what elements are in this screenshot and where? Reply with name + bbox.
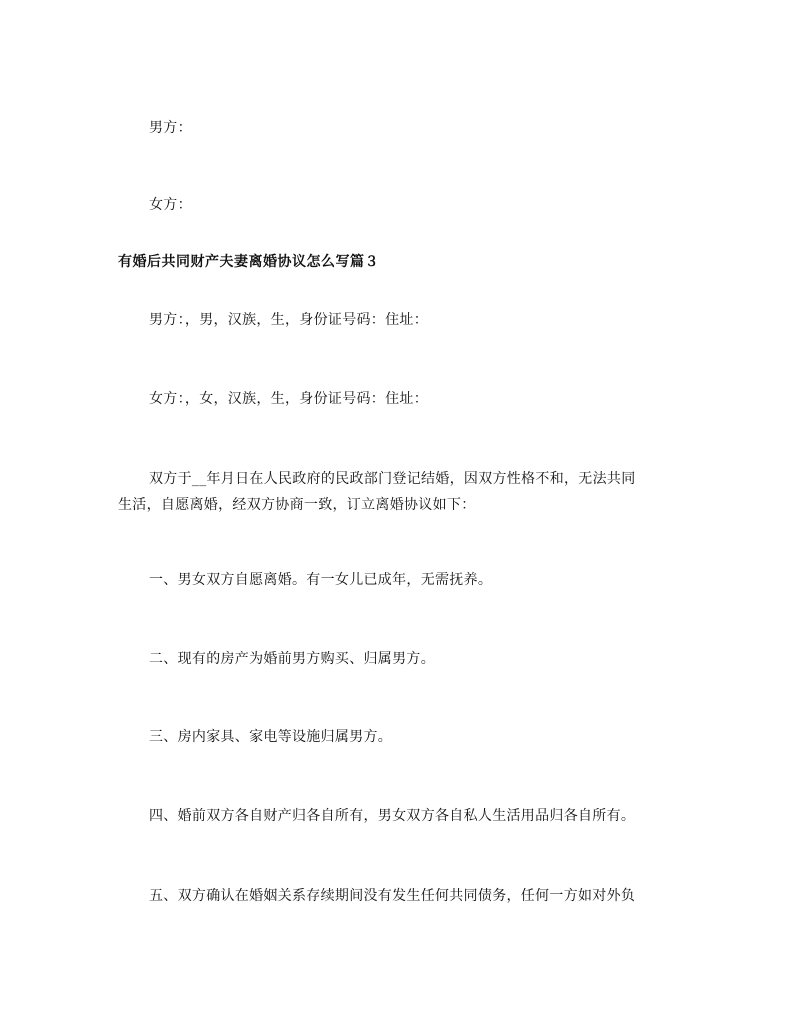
section-title: 有婚后共同财产夫妻离婚协议怎么写篇３ [118, 254, 379, 270]
party-male-info: 男方：，男，汉族，生，身份证号码：住址： [149, 312, 428, 328]
clause-2: 二、现有的房产为婚前男方购买、归属男方。 [149, 651, 435, 667]
party-female-info: 女方：，女，汉族，生，身份证号码：住址： [149, 391, 428, 407]
clause-4: 四、婚前双方各自财产归各自所有，男女双方各自私人生活用品归各自所有。 [149, 808, 636, 824]
signature-male-label: 男方： [149, 120, 192, 136]
signature-female-label: 女方： [149, 197, 192, 213]
intro-paragraph-line-2: 生活，自愿离婚，经双方协商一致，订立离婚协议如下： [118, 497, 476, 513]
clause-5: 五、双方确认在婚姻关系存续期间没有发生任何共同债务，任何一方如对外负 [149, 888, 636, 904]
clause-3: 三、房内家具、家电等设施归属男方。 [149, 729, 393, 745]
clause-1: 一、男女双方自愿离婚。有一女儿已成年，无需抚养。 [149, 572, 493, 588]
intro-paragraph-line-1: 双方于__年月日在人民政府的民政部门登记结婚，因双方性格不和，无法共同 [149, 471, 636, 487]
